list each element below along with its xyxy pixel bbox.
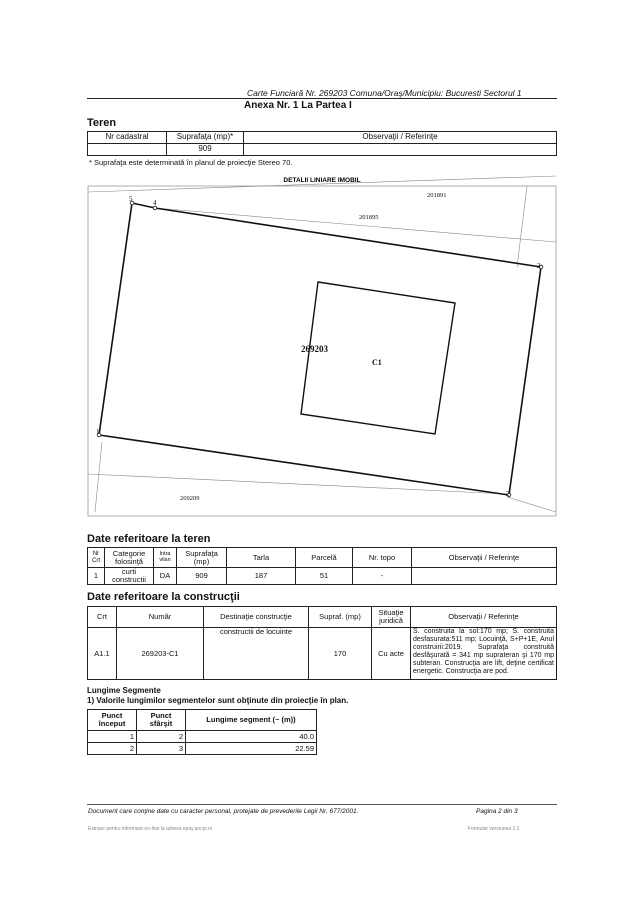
footer-rule <box>87 804 557 805</box>
teren-table <box>87 131 557 156</box>
segmente-col-sfarsit: Punct sfârşit <box>137 710 186 731</box>
segment-row-2-start: 2 <box>88 743 137 755</box>
constructii-col-suprafata: Supraf. (mp) <box>309 607 372 628</box>
point-label-4: 4 <box>153 199 157 207</box>
date-constructii-section-title: Date referitoare la construcţii <box>87 591 240 603</box>
date-teren-section-title: Date referitoare la teren <box>87 533 211 545</box>
segment-row-1-start: 1 <box>88 731 137 743</box>
segmente-title: Lungime Segmente <box>87 686 161 695</box>
teren-col-suprafata: Suprafaţa (mp)* <box>167 132 244 144</box>
teren-cell-nr-cadastral <box>88 144 167 156</box>
segment-row-1-end: 2 <box>137 731 186 743</box>
segmente-col-inceput: Punct început <box>88 710 137 731</box>
date-teren-cell-tarla: 187 <box>227 568 296 585</box>
date-constructii-table <box>87 606 557 680</box>
parcel-label: 269203 <box>301 344 328 354</box>
teren-col-observatii: Observaţii / Referinţe <box>244 132 557 144</box>
neighbor-line-corner <box>517 186 527 267</box>
segmente-col-lungime: Lungime segment (~ (m)) <box>186 710 317 731</box>
date-teren-col-categorie: Categorie folosinţă <box>105 548 154 568</box>
header-text: Carte Funciară Nr. 269203 Comuna/Oraş/Municipiu: Bucuresti Sectorul 1 <box>247 88 522 98</box>
constructii-cell-situatie: Cu acte <box>372 628 411 680</box>
teren-footnote: * Suprafaţa este determinată în planul de proiecţie Stereo 70. <box>89 158 293 167</box>
parcel-plan <box>87 172 557 518</box>
constructii-cell-observatii: S. construita la sol:170 mp; S. construita desfasurata:511 mp; Locuinţă, S+P+1E, Anul construirii:2019. Suprafaţa construită desfăşurată = 341 mp suprateran şi 170 mp subteran. Construcţia are lift, deţine certificat energetic. Construcţia are pod. <box>411 628 557 680</box>
segment-row-2-length: 22.59 <box>186 743 317 755</box>
date-teren-col-tarla: Tarla <box>227 548 296 568</box>
date-teren-col-suprafata: Suprafaţa (mp) <box>177 548 227 568</box>
neighbor-line-bottom-right <box>507 497 556 512</box>
point-label-2: 2 <box>506 490 510 498</box>
neighbor-line-left <box>95 442 102 512</box>
neighbor-label-269209: 269209 <box>180 495 200 502</box>
date-teren-table <box>87 547 557 585</box>
header-rule <box>87 98 557 99</box>
segment-row-1-length: 40.0 <box>186 731 317 743</box>
date-teren-cell-nr-topo: - <box>353 568 412 585</box>
date-teren-col-nr-topo: Nr. topo <box>353 548 412 568</box>
parcel-plan-svg <box>87 172 557 518</box>
footer-page-number: Pagina 2 din 3 <box>476 808 518 815</box>
footer-form-version: Formular versiunea 1.1 <box>468 826 520 832</box>
teren-section-title: Teren <box>87 117 117 129</box>
segment-row-2-end: 3 <box>137 743 186 755</box>
constructii-col-situatie: Situaţie juridică <box>372 607 411 628</box>
constructii-col-destinatie: Destinaţie construcţie <box>204 607 309 628</box>
footer-disclaimer: Document care conţine date cu caracter personal, protejate de prevederile Legii Nr. 677/2001. <box>88 808 359 815</box>
constructii-cell-suprafata: 170 <box>309 628 372 680</box>
date-teren-cell-nr: 1 <box>88 568 105 585</box>
neighbor-label-201891: 201891 <box>427 192 447 199</box>
date-teren-cell-suprafata: 909 <box>177 568 227 585</box>
annex-title: Anexa Nr. 1 La Partea I <box>244 100 352 111</box>
constructii-col-crt: Crt <box>88 607 117 628</box>
teren-col-nr-cadastral: Nr cadastral <box>88 132 167 144</box>
footer-source: Extrase pentru informare on-line la adresa epay.ancpi.ro <box>88 826 213 832</box>
neighbor-line-bottom <box>88 474 507 494</box>
date-teren-cell-parcela: 51 <box>296 568 353 585</box>
date-teren-col-parcela: Parcelă <box>296 548 353 568</box>
point-label-3: 3 <box>537 262 541 270</box>
neighbor-label-201895: 201895 <box>359 214 379 221</box>
segmente-subtitle: 1) Valorile lungimilor segmentelor sunt obţinute din proiecţie în plan. <box>87 696 349 705</box>
date-teren-col-nr: Nr Crt <box>88 548 105 568</box>
constructii-cell-crt: A1.1 <box>88 628 117 680</box>
neighbor-line-right <box>155 208 556 242</box>
teren-cell-suprafata: 909 <box>167 144 244 156</box>
constructii-cell-destinatie: constructii de locuinte <box>204 628 309 680</box>
date-teren-col-observatii: Observaţii / Referinţe <box>412 548 557 568</box>
segmente-table <box>87 709 317 755</box>
point-label-1: 1 <box>96 428 100 436</box>
constructii-col-numar: Număr <box>117 607 204 628</box>
date-teren-cell-categorie: curti constructii <box>105 568 154 585</box>
building-label: C1 <box>372 358 382 367</box>
constructii-cell-numar: 269203-C1 <box>117 628 204 680</box>
plan-title: DETALII LINIARE IMOBIL <box>283 177 361 184</box>
date-teren-col-intravilan: Intra vilan <box>154 548 177 568</box>
point-label-5: 5 <box>129 195 133 203</box>
date-teren-cell-intravilan: DA <box>154 568 177 585</box>
constructii-col-observatii: Observaţii / Referinţe <box>411 607 557 628</box>
date-teren-cell-observatii <box>412 568 557 585</box>
teren-cell-observatii <box>244 144 557 156</box>
